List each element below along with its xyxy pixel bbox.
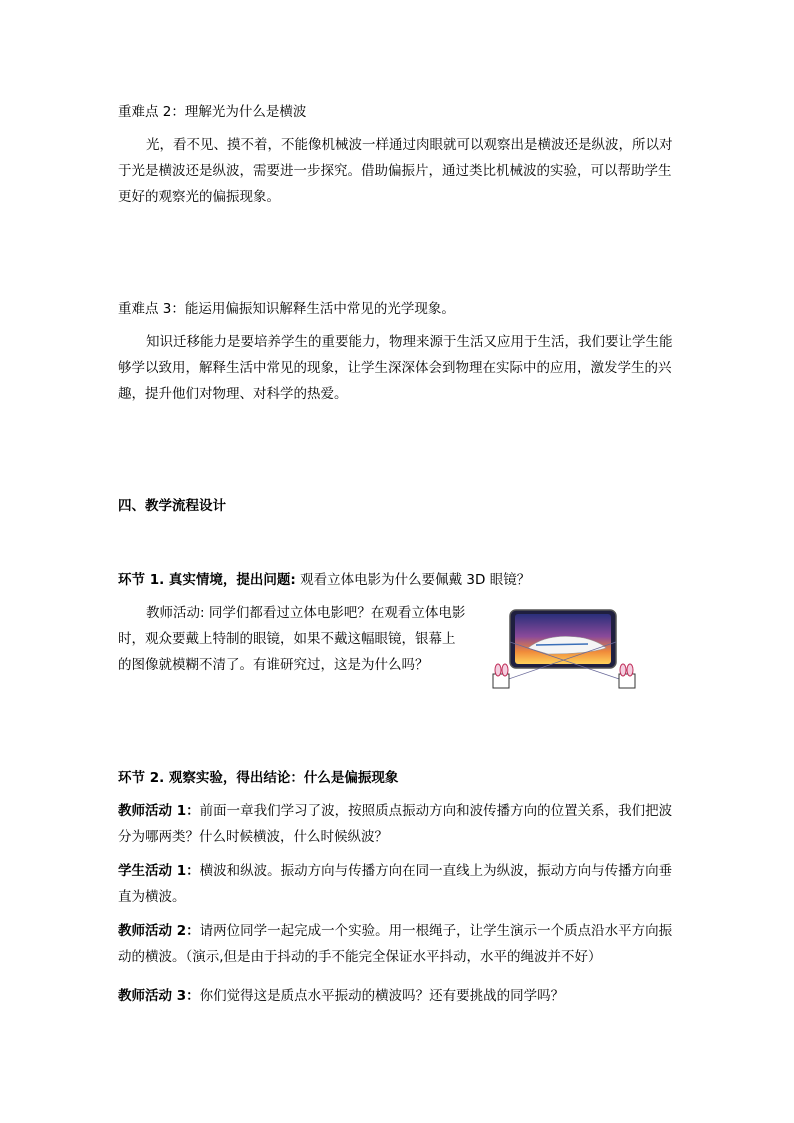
step-2-item <box>118 918 678 970</box>
section-4-heading: 四、教学流程设计 <box>118 498 226 514</box>
key-point-3-body: 知识迁移能力是要培养学生的重要能力，物理来源于生活又应用于生活，我们要让学生能够学以致用，解释生活中常见的现象，让学生深深体会到物理在实际中的应用，激发学生的兴趣，提升他们对物理、对科学的热爱。 <box>118 334 673 402</box>
step-2-item-text: 你们觉得这是质点水平振动的横波吗？还有要挑战的同学吗？ <box>199 988 565 1004</box>
step-2-item-label: 教师活动 2： <box>118 923 200 939</box>
step-1-title: 环节 1. 真实情境，提出问题: <box>118 572 296 588</box>
step-1-heading <box>118 568 530 588</box>
step-2-item-text: 横波和纵波。振动方向与传播方向在同一直线上为纵波，振动方向与传播方向垂直为横波。 <box>118 863 673 905</box>
step-2-heading: 环节 2. 观察实验，得出结论：什么是偏振现象 <box>118 770 399 786</box>
step-2-item <box>118 858 678 910</box>
step-2-item-label: 教师活动 3： <box>118 988 200 1004</box>
key-point-2-body: 光，看不见、摸不着，不能像机械波一样通过肉眼就可以观察出是横波还是纵波，所以对于光是横波还是纵波，需要进一步探究。借助偏振片，通过类比机械波的实验，可以帮助学生更好的观察光的偏振现象。 <box>118 137 673 205</box>
key-point-2-heading: 重难点 2：理解光为什么是横波 <box>118 104 307 120</box>
3d-cinema-figure <box>488 604 640 696</box>
step-2-item-label: 学生活动 1： <box>118 863 200 879</box>
key-point-3-heading: 重难点 3：能运用偏振知识解释生活中常见的光学现象。 <box>118 301 455 317</box>
step-2-item <box>118 983 678 1009</box>
step-1-teacher-activity: 教师活动: 同学们都看过立体电影吧？在观看立体电影时，观众要戴上特制的眼镜，如果不戴这幅眼镜，银幕上的图像就模糊不清了。有谁研究过，这是为什么吗？ <box>118 605 466 673</box>
3d-cinema-projectors-illustration <box>488 604 640 696</box>
step-2-item-text: 请两位同学一起完成一个实验。用一根绳子，让学生演示一个质点沿水平方向振动的横波。（演示,但是由于抖动的手不能完全保证水平抖动，水平的绳波并不好） <box>118 923 673 965</box>
step-2-item-text: 前面一章我们学习了波，按照质点振动方向和波传播方向的位置关系，我们把波分为哪两类？什么时候横波，什么时候纵波？ <box>118 803 673 845</box>
step-2-item-label: 教师活动 1： <box>118 803 200 819</box>
step-2-item <box>118 798 678 850</box>
step-1-question: 观看立体电影为什么要佩戴 3D 眼镜？ <box>300 572 531 588</box>
